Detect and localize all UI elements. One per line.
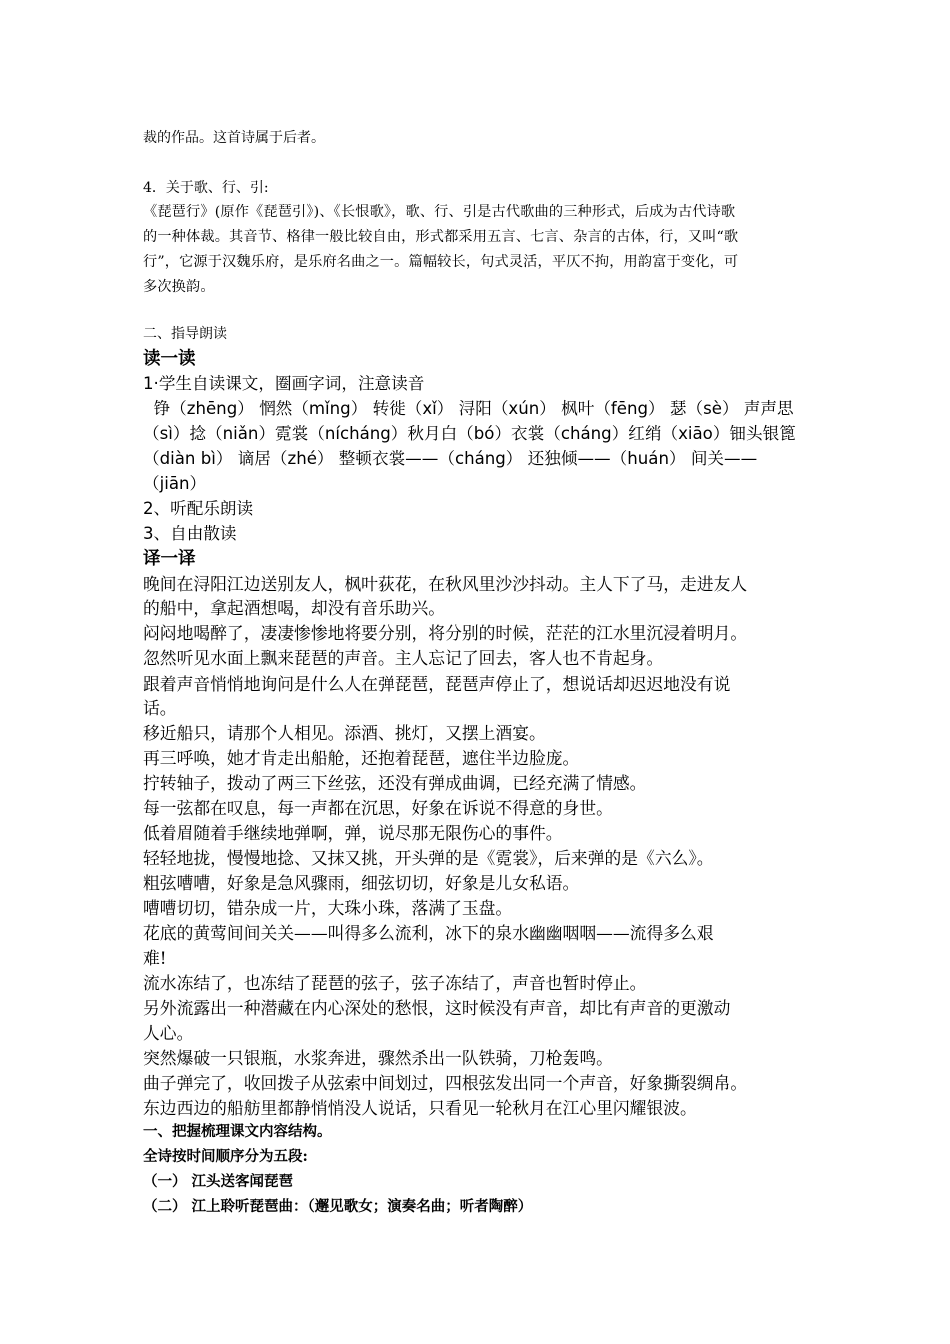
translation-line: 曲子弹完了，收回拨子从弦索中间划过，四根弦发出同一个声音，好象撕裂绸帛。 — [143, 1073, 748, 1093]
translation-line: 粗弦嘈嘈，好象是急风骤雨，细弦切切，好象是儿女私语。 — [143, 873, 580, 893]
translation-line: 话。 — [143, 698, 177, 718]
section4-line: 《琵琶行》(原作《琵琶引》)、《长恨歌》，歌、行、引是古代歌曲的三种形式，后成为古代诗歌 — [143, 204, 736, 220]
pinyin-line: 铮（zhēng） 惘然（mǐng） 转徙（xǐ） 浔阳（xún） 枫叶（fēng） 瑟（sè） 声声思 — [143, 399, 794, 418]
translation-line: 闷闷地喝醉了，凄凄惨惨地将要分别，将分别的时候，茫茫的江水里沉浸着明月。 — [143, 623, 748, 643]
translation-line: 流水冻结了，也冻结了琵琶的弦子，弦子冻结了，声音也暂时停止。 — [143, 973, 647, 993]
translation-line: 忽然听见水面上飘来琵琶的声音。主人忘记了回去，客人也不肯起身。 — [143, 648, 664, 668]
guide-heading: 二、指导朗读 — [143, 326, 227, 342]
translation-line: 拧转轴子，拨动了两三下丝弦，还没有弹成曲调，已经充满了情感。 — [143, 773, 647, 793]
structure-sub: 全诗按时间顺序分为五段: — [143, 1148, 308, 1165]
structure-item: （二） 江上聆听琵琶曲：（邂见歌女；演奏名曲；听者陶醉） — [143, 1198, 533, 1215]
translate-title: 译一译 — [143, 549, 196, 569]
translation-line: 跟着声音悄悄地询问是什么人在弹琵琶，琵琶声停止了，想说话却迟迟地没有说 — [143, 674, 731, 694]
intro-tail: 裁的作品。这首诗属于后者。 — [143, 130, 325, 146]
translation-line: 人心。 — [143, 1023, 194, 1043]
pinyin-line: （diàn bì） 谪居（zhé） 整顿衣裳——（cháng） 还独倾——（huán） 间关—— — [143, 449, 758, 468]
translation-line: 低着眉随着手继续地弹啊，弹，说尽那无限伤心的事件。 — [143, 823, 563, 843]
structure-item: （一） 江头送客闻琵琶 — [143, 1173, 294, 1190]
translation-line: 的船中，拿起酒想喝，却没有音乐助兴。 — [143, 598, 446, 618]
read-step-1: 1·学生自读课文，圈画字词，注意读音 — [143, 374, 425, 393]
section4-heading: 4．关于歌、行、引: — [143, 180, 269, 196]
section4-line: 的一种体裁。其音节、格律一般比较自由，形式都采用五言、七言、杂言的古体，行，又叫“歌 — [143, 229, 739, 245]
structure-heading: 一、把握梳理课文内容结构。 — [143, 1123, 332, 1140]
section4-line: 行”，它源于汉魏乐府，是乐府名曲之一。篇幅较长，句式灵活，平仄不拘，用韵富于变化，可 — [143, 254, 739, 270]
translation-line: 嘈嘈切切，错杂成一片，大珠小珠，落满了玉盘。 — [143, 898, 513, 918]
translation-line: 轻轻地拢，慢慢地捻、又抹又挑，开头弹的是《霓裳》，后来弹的是《六么》。 — [143, 848, 714, 868]
pinyin-line: （jiān） — [143, 474, 207, 493]
read-step-3: 3、自由散读 — [143, 524, 237, 543]
translation-line: 难! — [143, 948, 167, 968]
pinyin-line: （sì）捻（niǎn）霓裳（nícháng）秋月白（bó）衣裳（cháng）红绡（xiāo）钿头银篦 — [143, 424, 796, 443]
translation-line: 花底的黄莺间间关关——叫得多么流利，冰下的泉水幽幽咽咽——流得多么艰 — [143, 923, 714, 943]
read-title: 读一读 — [143, 349, 196, 369]
read-step-2: 2、听配乐朗读 — [143, 499, 254, 518]
translation-line: 移近船只，请那个人相见。添酒、挑灯，又摆上酒宴。 — [143, 723, 546, 743]
translation-line: 东边西边的船舫里都静悄悄没人说话，只看见一轮秋月在江心里闪耀银波。 — [143, 1098, 697, 1118]
translation-line: 再三呼唤，她才肯走出船舱，还抱着琵琶，遮住半边脸庞。 — [143, 748, 580, 768]
translation-line: 每一弦都在叹息，每一声都在沉思，好象在诉说不得意的身世。 — [143, 798, 613, 818]
translation-line: 另外流露出一种潜藏在内心深处的愁恨，这时候没有声音，却比有声音的更激动 — [143, 998, 731, 1018]
translation-line: 晚间在浔阳江边送别友人，枫叶荻花，在秋风里沙沙抖动。主人下了马，走进友人 — [143, 574, 748, 594]
translation-line: 突然爆破一只银瓶，水浆奔进，骤然杀出一队铁骑，刀枪轰鸣。 — [143, 1048, 613, 1068]
section4-line: 多次换韵。 — [143, 279, 215, 295]
